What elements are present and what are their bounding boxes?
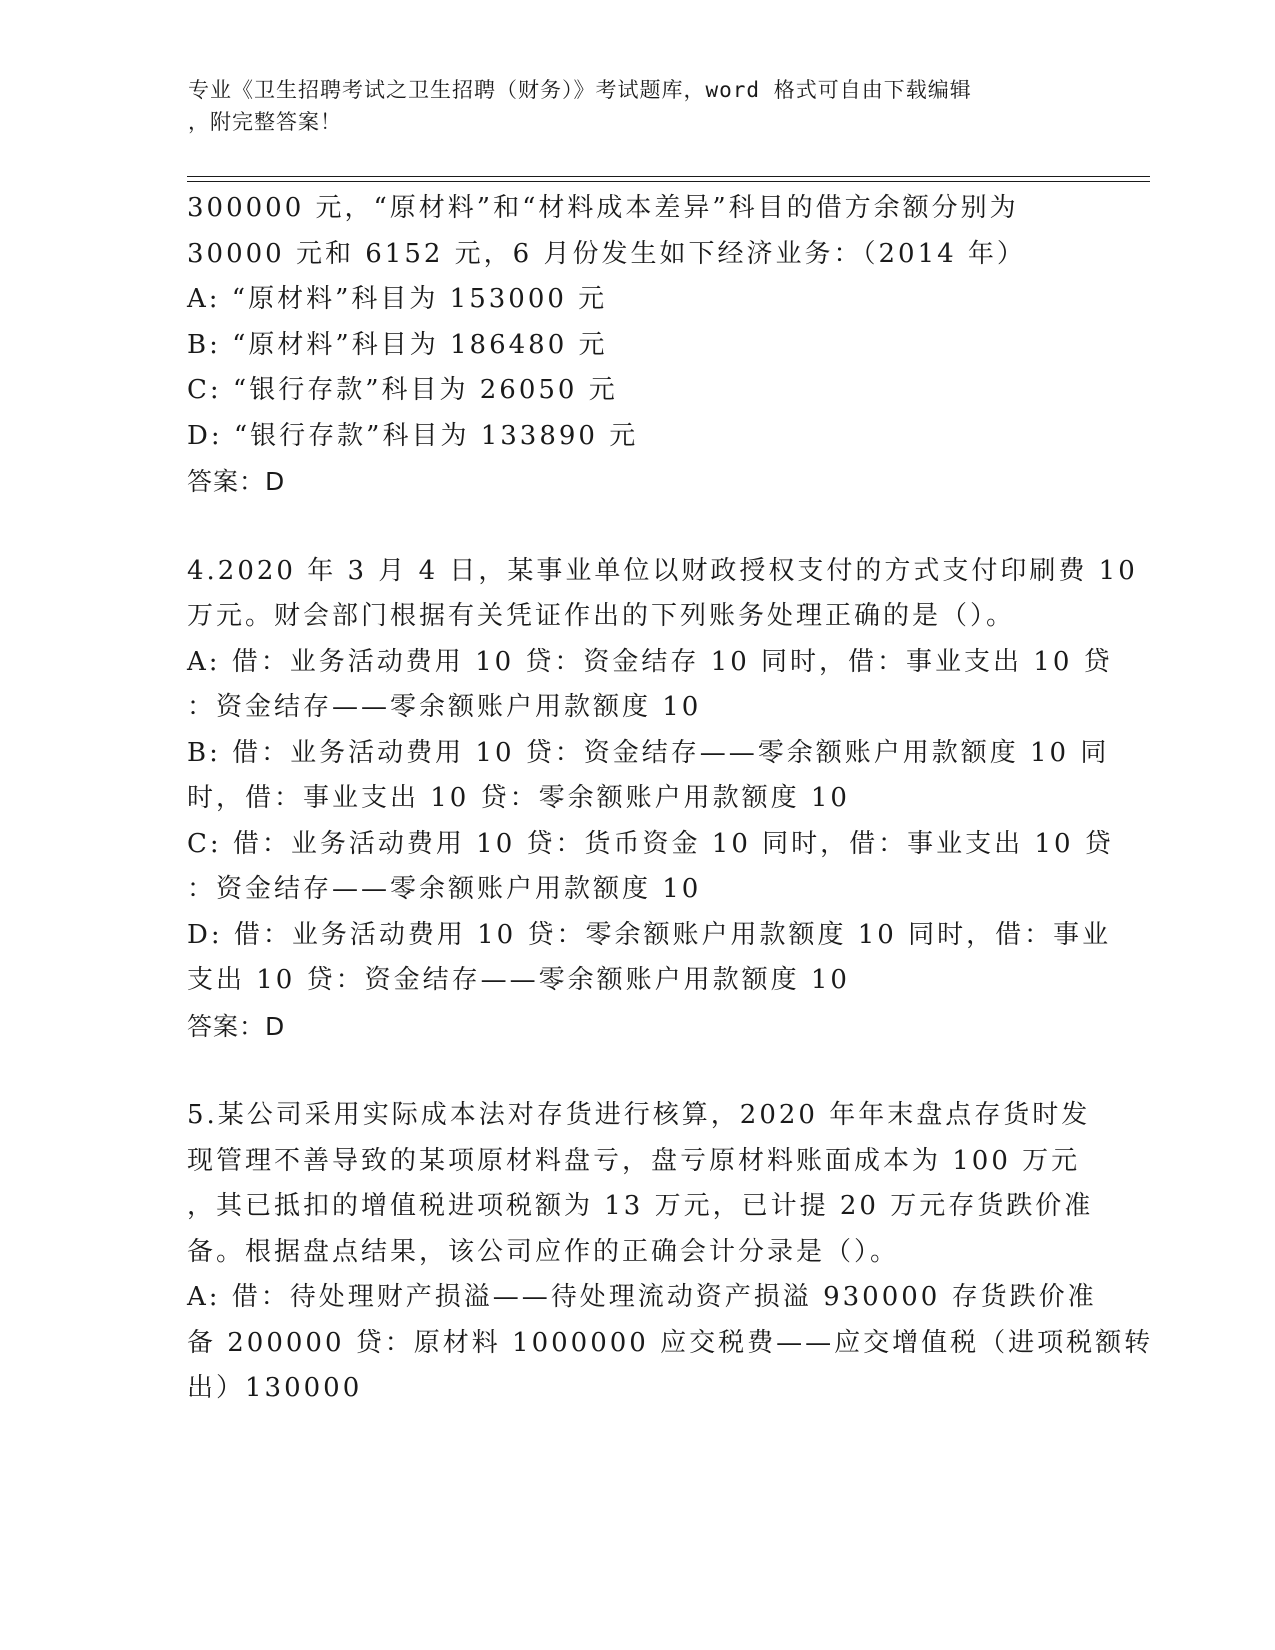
question-5-stem-line: 5.某公司采用实际成本法对存货进行核算，2020 年年末盘点存货时发	[187, 1100, 1091, 1130]
question-3-option-c: C: “银行存款”科目为 26050 元	[187, 375, 618, 405]
question-5-option-a: A: 借：待处理财产损溢——待处理流动资产损溢 930000 存货跌价准	[187, 1282, 1097, 1312]
question-4	[187, 549, 1138, 1050]
question-3-option-d: D: “银行存款”科目为 133890 元	[187, 420, 639, 451]
question-4-stem-line: 4.2020 年 3 月 4 日，某事业单位以财政授权支付的方式支付印刷费 10	[187, 555, 1138, 586]
question-4-option-a-cont: ：资金结存——零余额账户用款额度 10	[187, 692, 702, 722]
question-3	[187, 186, 1087, 505]
question-5	[187, 1093, 1154, 1412]
document-body	[187, 186, 1154, 1412]
document-header	[188, 74, 1068, 138]
question-5-stem-line: 现管理不善导致的某项原材料盘亏，盘亏原材料账面成本为 100 万元	[187, 1145, 1081, 1176]
question-4-option-b-cont: 时，借：事业支出 10 贷：零余额账户用款额度 10	[187, 783, 850, 813]
question-4-option-a: A: 借：业务活动费用 10 贷：资金结存 10 同时，借：事业支出 10 贷	[187, 646, 1113, 677]
header-rule-top	[187, 176, 1150, 177]
header-line-2: ，附完整答案！	[188, 110, 342, 134]
question-4-option-d-cont: 支出 10 贷：资金结存——零余额账户用款额度 10	[187, 965, 850, 995]
header-rule-bottom	[187, 181, 1150, 182]
question-4-stem-line: 万元。财会部门根据有关凭证作出的下列账务处理正确的是（）。	[187, 601, 1016, 631]
question-5-stem-line: 备。根据盘点结果，该公司应作的正确会计分录是（）。	[187, 1236, 900, 1267]
question-4-option-b: B: 借：业务活动费用 10 贷：资金结存——零余额账户用款额度 10 同	[187, 737, 1110, 768]
question-4-option-d: D: 借：业务活动费用 10 贷：零余额账户用款额度 10 同时，借：事业	[187, 919, 1112, 950]
question-5-option-a-cont: 备 200000 贷：原材料 1000000 应交税费——应交增值税（进项税额转	[187, 1327, 1154, 1358]
question-4-option-c: C: 借：业务活动费用 10 贷：货币资金 10 同时，借：事业支出 10 贷	[187, 828, 1114, 859]
question-3-stem-line: 300000 元，“原材料”和“材料成本差异”科目的借方余额分别为	[187, 193, 1019, 223]
header-line-1: 专业《卫生招聘考试之卫生招聘（财务）》考试题库，word 格式可自由下载编辑	[188, 78, 972, 102]
question-4-answer: 答案：D	[187, 1011, 286, 1041]
question-5-stem-line: ，其已抵扣的增值税进项税额为 13 万元，已计提 20 万元存货跌价准	[187, 1191, 1094, 1221]
spacer	[187, 1049, 1087, 1093]
question-3-stem-line: 30000 元和 6152 元，6 月份发生如下经济业务：（2014 年）	[187, 238, 1026, 269]
question-4-option-c-cont: ：资金结存——零余额账户用款额度 10	[187, 874, 702, 904]
question-3-answer: 答案：D	[187, 467, 286, 496]
question-3-option-a: A: “原材料”科目为 153000 元	[187, 284, 608, 314]
question-5-option-a-cont: 出）130000	[187, 1373, 363, 1403]
spacer	[187, 505, 1087, 549]
question-3-option-b: B: “原材料”科目为 186480 元	[187, 329, 608, 360]
